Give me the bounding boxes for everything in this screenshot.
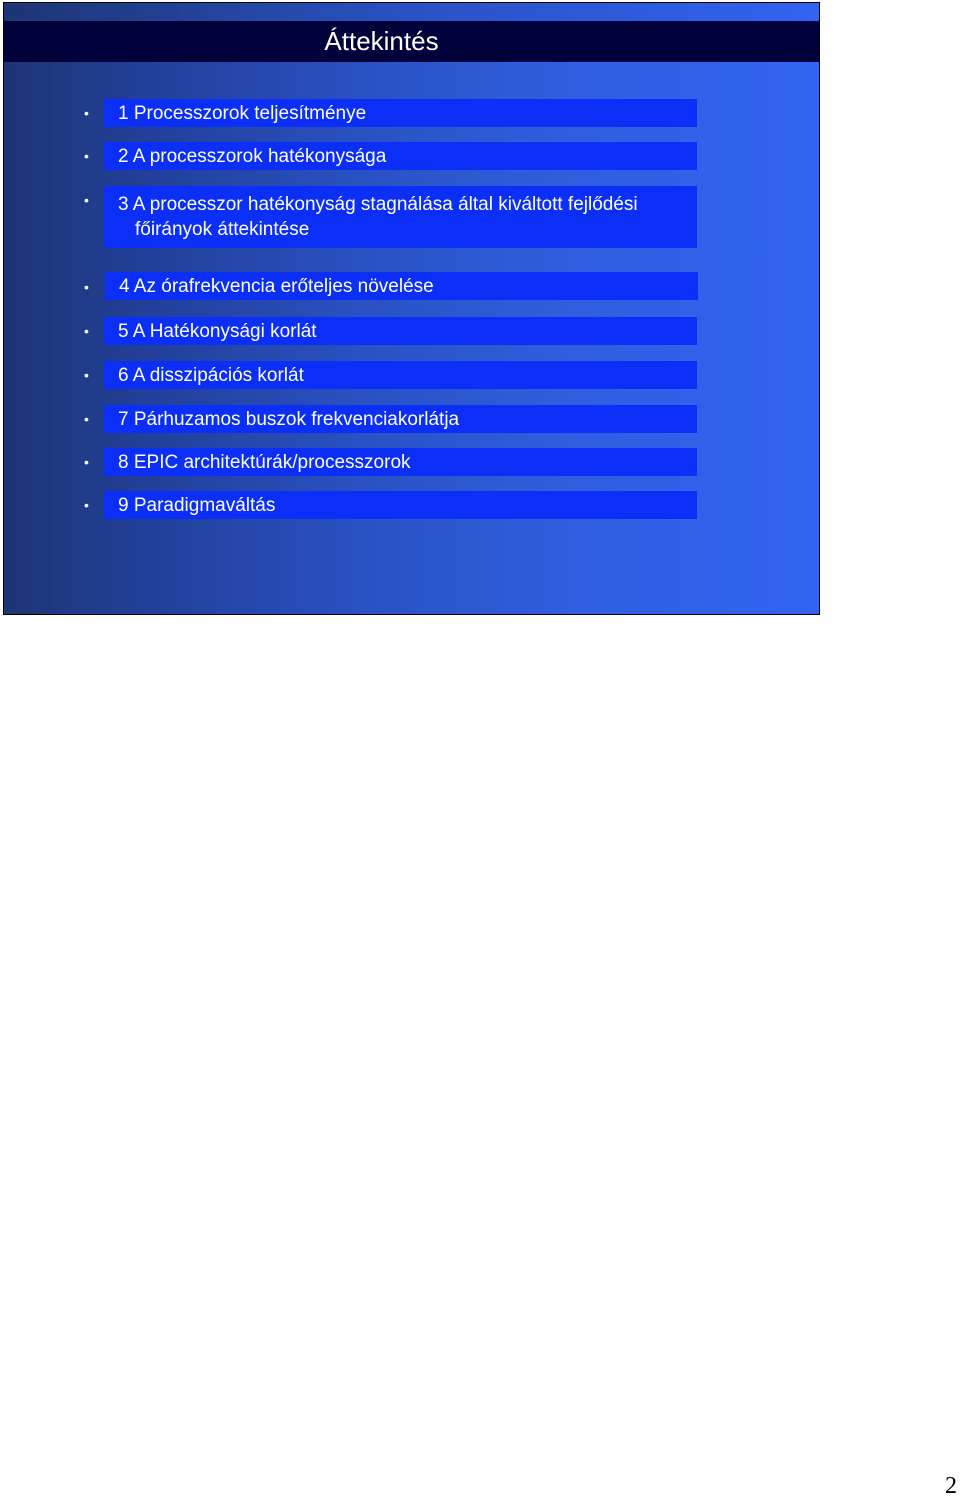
bullet-1: • xyxy=(84,105,89,121)
list-item-8-text: 8 EPIC architektúrák/processzorok xyxy=(118,452,411,473)
list-item-4-text: 4 Az órafrekvencia erőteljes növelése xyxy=(119,276,434,297)
list-item-2 xyxy=(104,142,697,170)
list-item-3-line-1: 3 A processzor hatékonyság stagnálása által kiváltott fejlődési xyxy=(118,194,638,215)
list-item-5-text: 5 A Hatékonysági korlát xyxy=(118,321,317,342)
slide xyxy=(3,2,820,615)
bullet-4: • xyxy=(84,279,89,295)
list-item-3-line-2: főirányok áttekintése xyxy=(135,219,310,240)
slide-title: Áttekintés xyxy=(324,26,439,56)
bullet-5: • xyxy=(84,323,89,339)
list-item-6 xyxy=(104,361,697,389)
list-item-2-text: 2 A processzorok hatékonysága xyxy=(118,146,387,167)
list-item-7-text: 7 Párhuzamos buszok frekvenciakorlátja xyxy=(118,409,460,430)
list-item-9-text: 9 Paradigmaváltás xyxy=(118,495,276,516)
bullet-8: • xyxy=(84,454,89,470)
list-item-4 xyxy=(105,272,698,300)
list-item-1-text: 1 Processzorok teljesítménye xyxy=(118,103,367,124)
slide-title-bar xyxy=(4,21,819,62)
list-item-1 xyxy=(104,99,697,127)
list-item-8 xyxy=(104,448,697,476)
bullet-6: • xyxy=(84,367,89,383)
bullet-9: • xyxy=(84,497,89,513)
bullet-3: • xyxy=(84,192,89,208)
list-item-3 xyxy=(104,186,697,248)
list-item-7 xyxy=(104,405,697,433)
bullet-7: • xyxy=(84,411,89,427)
list-item-5 xyxy=(104,317,697,345)
list-item-9 xyxy=(104,491,697,519)
page-number: 2 xyxy=(945,1473,957,1499)
bullet-2: • xyxy=(84,148,89,164)
list-item-6-text: 6 A disszipációs korlát xyxy=(118,365,304,386)
